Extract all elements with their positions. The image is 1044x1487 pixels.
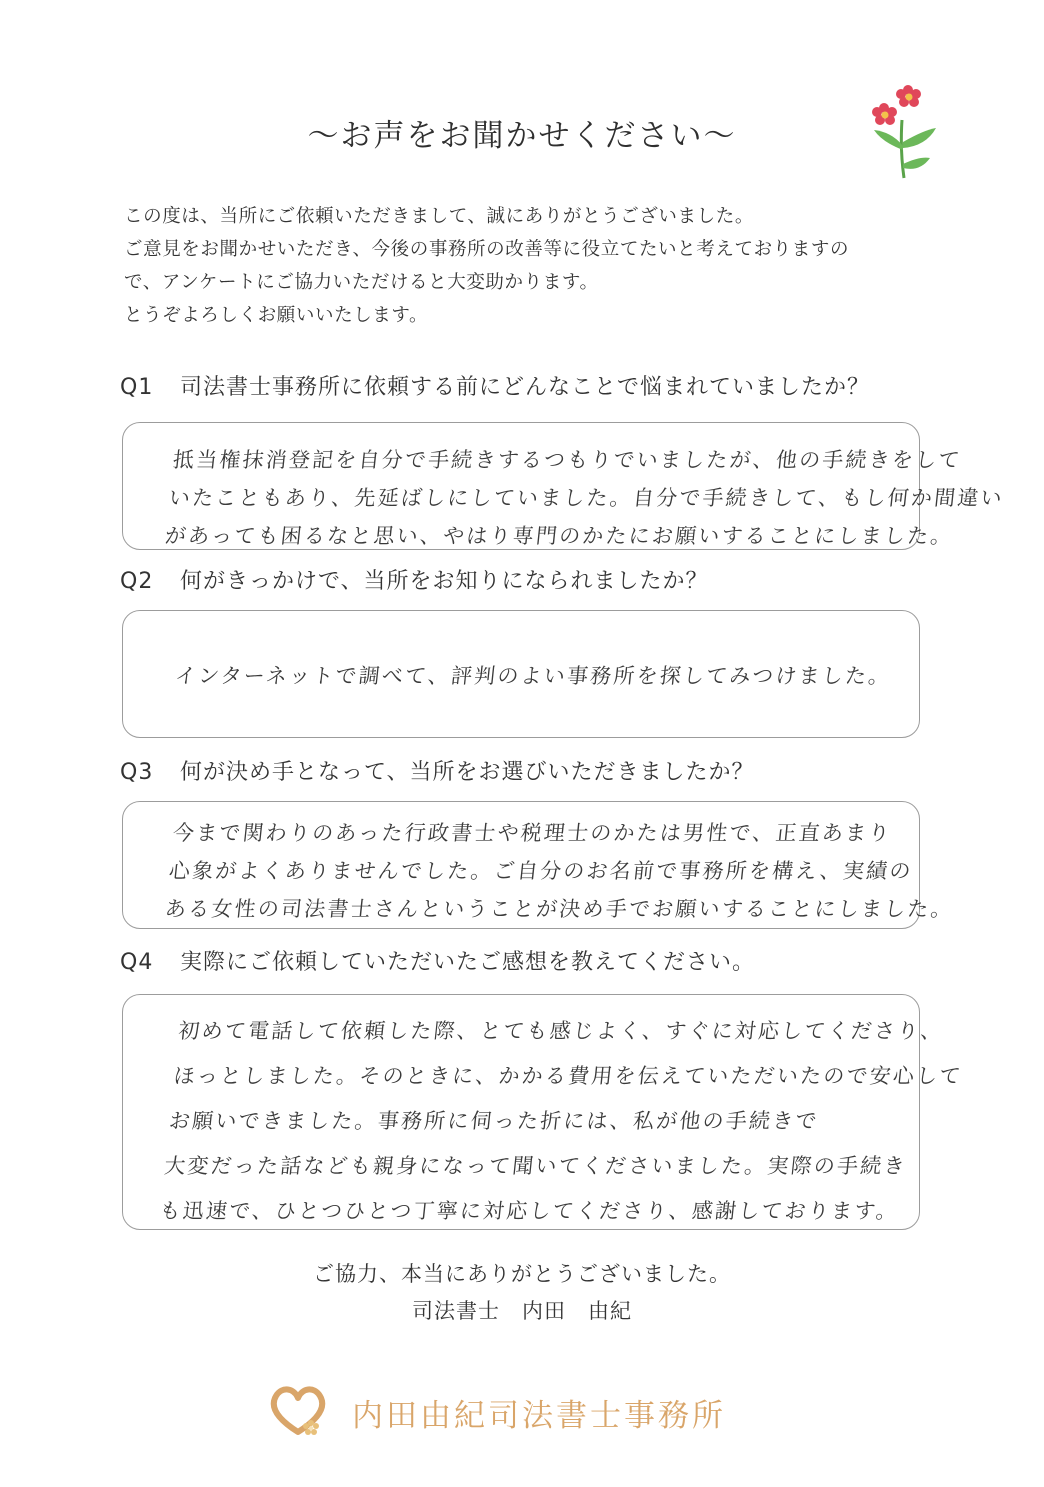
answer-line: ほっとしました。そのときに、かかる費用を伝えていただいたので安心して <box>172 1064 964 1088</box>
answer-text <box>163 441 1006 555</box>
answer-line: 抵当権抹消登記を自分で手続きするつもりでいましたが、他の手続きをして <box>171 448 963 472</box>
answer-box-1 <box>122 422 1006 550</box>
question-number: Q4 <box>120 950 154 975</box>
question-text: 何がきっかけで、当所をお知りになられましたか？ <box>180 569 709 594</box>
question-text: 司法書士事務所に依頼する前にどんなことで悩まれていましたか？ <box>180 375 871 400</box>
answer-line: いたこともあり、先延ばしにしていました。自分で手続きして、もし何か間違い <box>167 486 1006 510</box>
answer-line: お願いできました。事務所に伺った折には、私が他の手続きで <box>167 1109 820 1133</box>
answer-line: 初めて電話して依頼した際、とても感じよく、すぐに対応してくださり、 <box>177 1019 945 1043</box>
closing-thanks: ご協力、本当にありがとうございました。 <box>313 1262 731 1286</box>
question-2 <box>120 564 709 595</box>
intro-line: で、アンケートにご協力いただけると大変助かります。 <box>124 272 599 293</box>
answer-line: 大変だった話なども親身になって聞いてくださいました。実際の手続き <box>163 1154 908 1178</box>
answer-text <box>157 1009 964 1234</box>
question-text: 実際にご依頼していただいたご感想を教えてください。 <box>180 950 756 975</box>
answer-box-2 <box>122 610 920 738</box>
answer-text <box>163 814 956 928</box>
signature: 司法書士 内田 由紀 <box>412 1299 632 1323</box>
answer-box-4 <box>122 994 964 1230</box>
answer-line: インターネットで調べて、評判のよい事務所を探してみつけました。 <box>173 664 893 688</box>
question-number: Q2 <box>120 569 154 594</box>
answer-line: 心象がよくありませんでした。ご自分のお名前で事務所を構え、実績の <box>167 859 914 883</box>
office-name: 内田由紀司法書士事務所 <box>352 1398 726 1434</box>
answer-box-3 <box>122 801 956 929</box>
answer-line: があっても困るなと思い、やはり専門のかたにお願いすることにしました。 <box>163 524 955 548</box>
intro-text <box>124 200 944 332</box>
answer-text <box>173 657 901 695</box>
intro-line: とうぞよろしくお願いいたします。 <box>124 305 429 326</box>
question-1 <box>120 370 870 401</box>
office-logo <box>268 1378 748 1442</box>
question-text: 何が決め手となって、当所をお選びいただきましたか？ <box>180 760 755 785</box>
question-number: Q3 <box>120 760 154 785</box>
intro-line: この度は、当所にご依頼いただきまして、誠にありがとうございました。 <box>124 206 754 227</box>
intro-line: ご意見をお聞かせいただき、今後の事務所の改善等に役立てたいと考えておりますの <box>124 239 850 260</box>
answer-line: ある女性の司法書士さんということが決め手でお願いすることにしました。 <box>163 897 956 921</box>
question-3 <box>120 755 755 786</box>
question-number: Q1 <box>120 375 154 400</box>
question-4 <box>120 945 755 976</box>
page-title: 〜お声をお聞かせください〜 <box>307 118 737 154</box>
answer-line: 今まで関わりのあった行政書士や税理士のかたは男性で、正直あまり <box>171 821 893 845</box>
heart-flower-logo-icon <box>268 1380 328 1440</box>
answer-line: も迅速で、ひとつひとつ丁寧に対応してくださり、感謝しております。 <box>158 1199 901 1223</box>
flower-icon <box>862 80 942 180</box>
